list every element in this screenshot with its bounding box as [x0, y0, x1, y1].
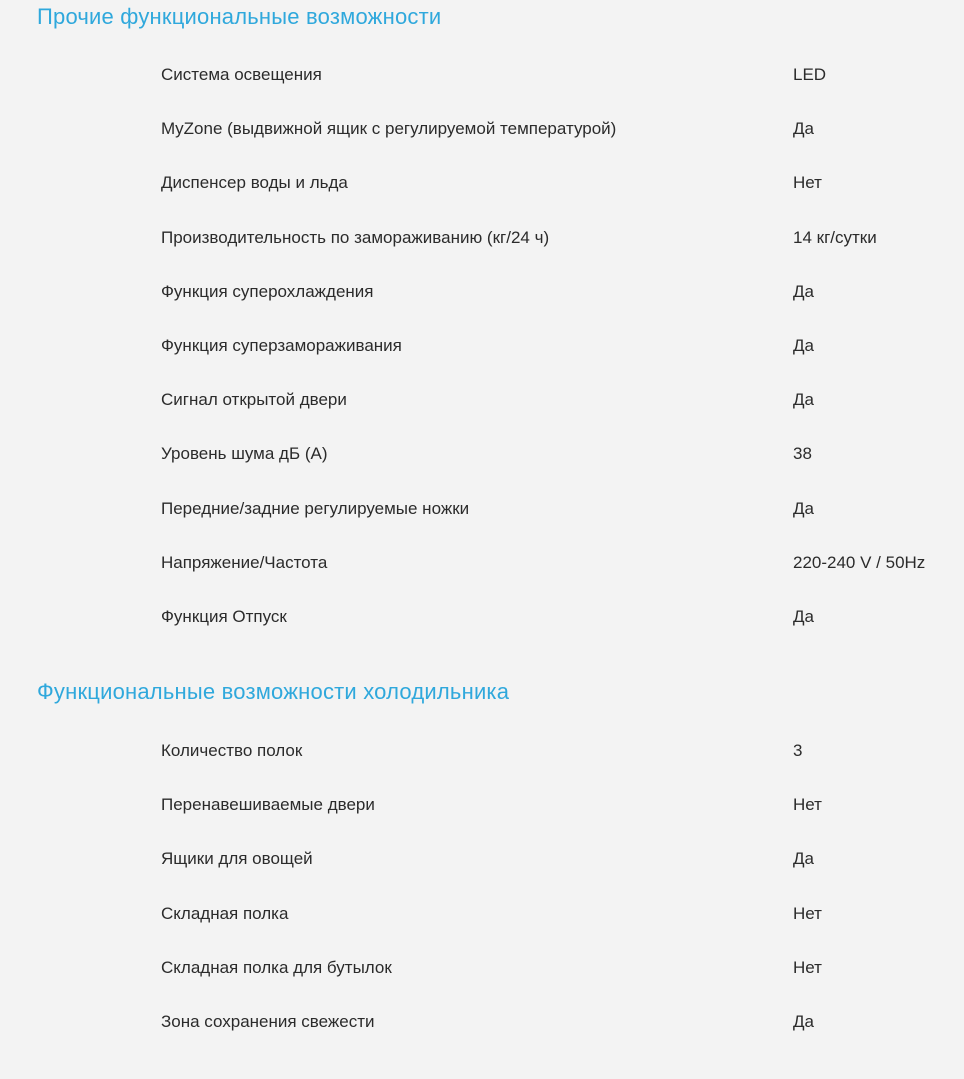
spec-label: Функция Отпуск [161, 606, 287, 626]
spec-label: Ящики для овощей [161, 849, 313, 869]
spec-label: Напряжение/Частота [161, 552, 328, 572]
spec-label: Сигнал открытой двери [161, 390, 347, 410]
spec-label: Система освещения [161, 65, 322, 84]
spec-row-lighting [0, 48, 964, 102]
spec-row-folding-shelf [0, 887, 964, 941]
spec-row-vegetable-drawers [0, 832, 964, 886]
spec-value: Нет [793, 173, 822, 193]
spec-label: Передние/задние регулируемые ножки [161, 498, 470, 518]
spec-label: Функция суперохлаждения [161, 281, 374, 301]
section-title-other-features: Прочие функциональные возможности [37, 4, 442, 29]
spec-row-freshness-zone [0, 995, 964, 1049]
spec-value: Нет [793, 795, 822, 815]
spec-list-fridge-features [0, 724, 964, 1049]
section-title-fridge-features: Функциональные возможности холодильника [37, 679, 510, 704]
spec-row-bottle-shelf [0, 941, 964, 995]
spec-value: Да [793, 1011, 814, 1031]
spec-label: Складная полка [161, 903, 289, 923]
spec-row-adjustable-feet [0, 482, 964, 536]
spec-label: Производительность по замораживанию (кг/24 ч) [161, 227, 550, 247]
spec-row-door-alarm [0, 373, 964, 427]
spec-row-myzone [0, 102, 964, 156]
spec-value: Нет [793, 903, 822, 923]
spec-label: Складная полка для бутылок [161, 957, 392, 977]
spec-row-holiday-mode [0, 590, 964, 644]
spec-label: Функция суперзамораживания [161, 335, 402, 355]
spec-row-voltage-frequency [0, 536, 964, 590]
spec-value: Нет [793, 957, 822, 977]
spec-value: Да [793, 390, 814, 410]
spec-value: 220-240 V / 50Hz [793, 552, 926, 572]
spec-value: Да [793, 281, 814, 301]
spec-row-supercool [0, 265, 964, 319]
spec-row-shelf-count [0, 724, 964, 778]
spec-label: MyZone (выдвижной ящик с регулируемой температурой) [161, 119, 617, 139]
spec-label: Уровень шума дБ (А) [161, 444, 328, 464]
spec-label: Перенавешиваемые двери [161, 795, 375, 815]
spec-value: Да [793, 335, 814, 355]
spec-list-other-features [0, 48, 964, 644]
spec-row-noise-level [0, 427, 964, 481]
spec-value: LED [793, 65, 827, 84]
spec-row-dispenser [0, 156, 964, 210]
spec-label: Зона сохранения свежести [161, 1011, 375, 1031]
spec-value: 3 [793, 741, 803, 760]
spec-value: Да [793, 849, 814, 869]
spec-value: 38 [793, 444, 812, 464]
spec-row-reversible-doors [0, 778, 964, 832]
spec-value: Да [793, 498, 814, 518]
spec-label: Диспенсер воды и льда [161, 173, 348, 193]
spec-value: 14 кг/сутки [793, 227, 877, 247]
spec-value: Да [793, 606, 814, 626]
spec-label: Количество полок [161, 741, 303, 760]
spec-value: Да [793, 119, 814, 139]
spec-row-freezing-capacity [0, 211, 964, 265]
spec-row-superfreeze [0, 319, 964, 373]
